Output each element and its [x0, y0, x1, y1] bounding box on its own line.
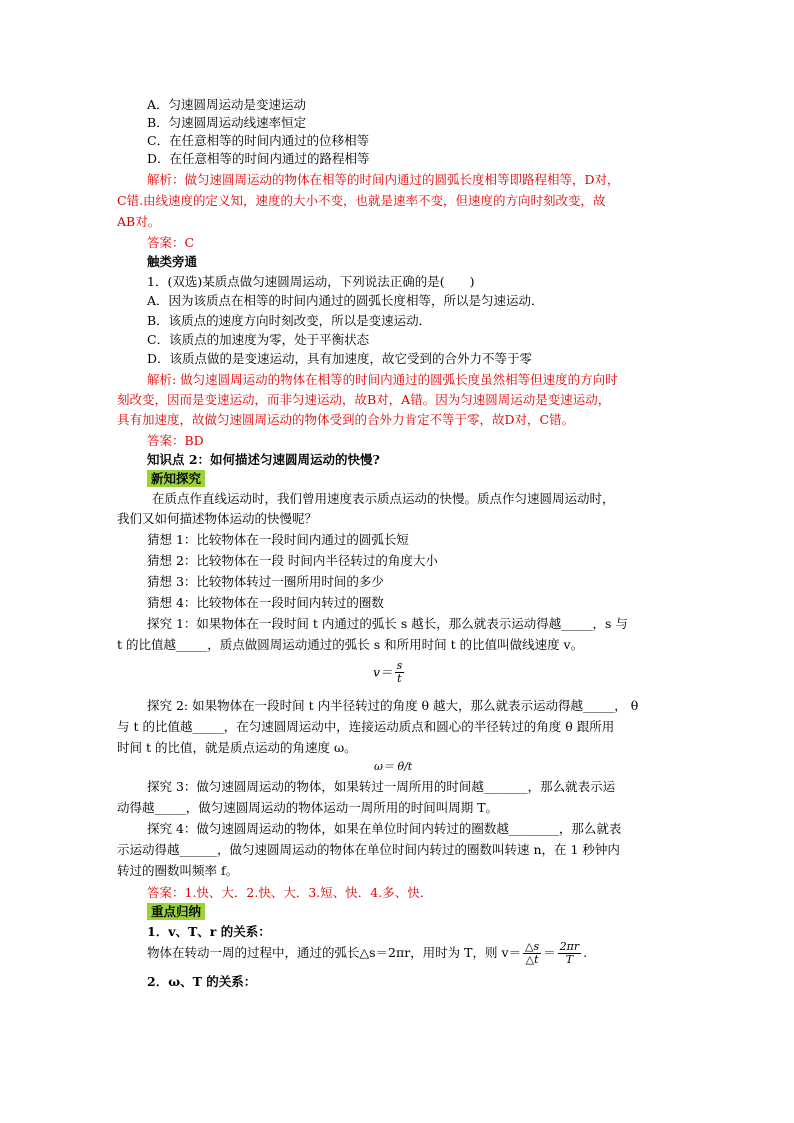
practice-option-b: B．该质点的速度方向时刻改变，所以是变速运动． — [147, 313, 432, 328]
explore-1-line: 探究 1：如果物体在一段时间 t 内通过的弧长 s 越长，那么就表示运动得越_____，s 与 — [147, 616, 628, 631]
practice-heading: 触类旁通 — [147, 254, 198, 269]
formula-linear-velocity: v＝ $\frac{s}{t}$ — [373, 659, 403, 685]
kp2-tag: 新知探究 — [147, 470, 205, 488]
explore-4-line: 探究 4：做匀速圆周运动的物体，如果在单位时间内转过的圈数越________，那么就表 — [147, 821, 622, 836]
practice-option-c: C．该质点的加速度为零，处于平衡状态 — [147, 332, 370, 347]
q1-analysis-line: 解析：做匀速圆周运动的物体在相等的时间内通过的圆弧长度相等即路程相等，D对， — [147, 172, 620, 187]
kp2-answer: 答案：1.快、大．2.快、大．3.短、快．4.多、快． — [147, 885, 433, 900]
summary-tag: 重点归纳 — [147, 903, 205, 921]
explore-1-line: t 的比值越_____，质点做圆周运动通过的弧长 s 和所用时间 t 的比值叫做线速度 v。 — [117, 637, 584, 652]
guess-2: 猜想 2：比较物体在一段 时间内半径转过的角度大小 — [147, 553, 438, 568]
kp2-intro-line: 在质点作直线运动时，我们曾用速度表示质点运动的快慢。质点作匀速圆周运动时， — [152, 491, 615, 506]
q1-answer: 答案：C — [147, 235, 195, 250]
guess-3: 猜想 3：比较物体转过一圈所用时间的多少 — [147, 574, 384, 589]
practice-question: 1．(双选)某质点做匀速圆周运动，下列说法正确的是( ) — [147, 274, 475, 289]
practice-option-a: A．因为该质点在相等的时间内通过的圆弧长度相等，所以是匀速运动． — [147, 293, 544, 308]
q1-option-b: B．匀速圆周运动线速率恒定 — [147, 115, 307, 130]
explore-3-line: 探究 3：做匀速圆周运动的物体，如果转过一周所用的时间越_______，那么就表示运 — [147, 779, 616, 794]
explore-2-line: 探究 2: 如果物体在一段时间 t 内半径转过的角度 θ 越大，那么就表示运动得越_____， θ — [147, 698, 639, 713]
practice-analysis-line: 具有加速度，故做匀速圆周运动的物体受到的合外力肯定不等于零，故D对，C错。 — [117, 412, 575, 427]
explore-4-line: 转过的圈数叫频率 f。 — [117, 863, 239, 878]
kp2-title: 知识点 2：如何描述匀速圆周运动的快慢? — [147, 452, 380, 467]
practice-answer: 答案：BD — [147, 433, 204, 448]
explore-2-line: 时间 t 的比值，就是质点运动的角速度 ω。 — [117, 740, 357, 755]
q1-option-d: D．在任意相等的时间内通过的路程相等 — [147, 151, 370, 166]
formula-angular-velocity: ω＝ θ/t — [374, 760, 413, 773]
q1-option-a: A．匀速圆周运动是变速运动 — [147, 97, 307, 112]
kp2-intro-line: 我们又如何描述物体运动的快慢呢？ — [117, 511, 318, 526]
q1-analysis-line: AB对。 — [117, 214, 161, 229]
summary-heading-1: 1．v、T、r 的关系： — [147, 924, 271, 939]
q1-analysis-line: C错.由线速度的定义知，速度的大小不变，也就是速率不变，但速度的方向时刻改变，故 — [117, 193, 606, 208]
guess-4: 猜想 4：比较物体在一段时间内转过的圈数 — [147, 595, 384, 610]
summary-formula-line: 物体在转动一周的过程中，通过的弧长△s＝2πr，用时为 T，则 v＝ $\frac{\triangle s}{\triangle t}$ ＝ $\frac{2\pi r}{T}$ . — [147, 940, 588, 966]
practice-analysis-line: 刻改变，因而是变速运动，而非匀速运动，故B对，A错。因为匀速圆周运动是变速运动， — [117, 392, 611, 407]
explore-3-line: 动得越_____，做匀速圆周运动的物体运动一周所用的时间叫周期 T。 — [117, 800, 499, 815]
q1-option-c: C．在任意相等的时间内通过的位移相等 — [147, 133, 370, 148]
summary-heading-2: 2．ω、T 的关系： — [147, 974, 257, 989]
explore-4-line: 示运动得越______，做匀速圆周运动的物体在单位时间内转过的圈数叫转速 n，在 1 秒钟内 — [117, 842, 620, 857]
practice-analysis-line: 解析: 做匀速圆周运动的物体在相等的时间内通过的圆弧长度虽然相等但速度的方向时 — [147, 372, 618, 387]
guess-1: 猜想 1：比较物体在一段时间内通过的圆弧长短 — [147, 532, 409, 547]
practice-option-d: D．该质点做的是变速运动，具有加速度，故它受到的合外力不等于零 — [147, 351, 533, 366]
explore-2-line: 与 t 的比值越_____，在匀速圆周运动中，连接运动质点和圆心的半径转过的角度 θ 跟所用 — [117, 719, 615, 734]
